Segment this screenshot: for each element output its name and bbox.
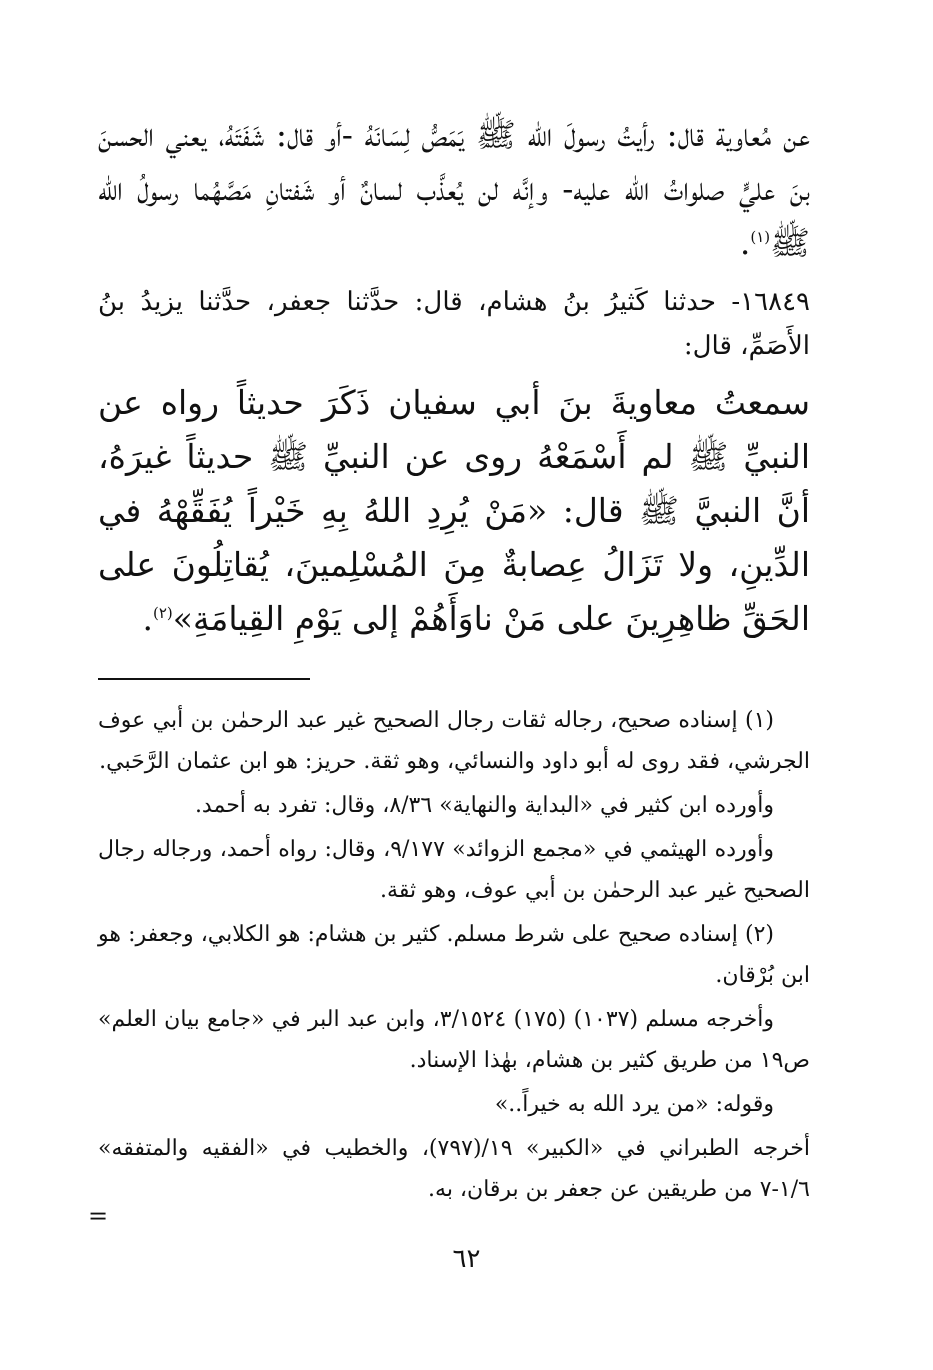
footnote-ref-2[interactable]: (٢) xyxy=(153,604,173,622)
footnotes xyxy=(98,700,810,1213)
footnote-2-note-c: أخرجه الطبراني في «الكبير» ١٩/(٧٩٧)، والخطيب في «الفقيه والمتفقه» ١/٦-٧ من طريقين عن جعفر بن برقان، به. xyxy=(98,1136,810,1202)
footnote-1: (١) إسناده صحيح، رجاله ثقات رجال الصحيح غير عبد الرحمٰن بن أبي عوف الجرشي، فقد روى له أبو داود والنسائي، وهو ثقة. حريز: هو ابن عثمان الرَّحَبي. xyxy=(98,708,810,774)
page-number: ٦٢ xyxy=(452,1244,481,1274)
footnote-2-note-b: وقوله: «من يرد الله به خيراً..» xyxy=(494,1092,774,1117)
hadith-text-1 xyxy=(98,108,810,270)
footnote-divider xyxy=(98,678,310,680)
narration-chain: ١٦٨٤٩- حدثنا كَثيرُ بنُ هشام، قال: حدَّثنا جعفر، حدَّثنا يزيدُ بنُ الأَصَمِّ، قال: xyxy=(98,287,810,361)
hadith-end-1: . xyxy=(739,223,751,262)
footnote-1-note-b: وأورده الهيثمي في «مجمع الزوائد» ٩/١٧٧، وقال: رواه أحمد، ورجاله رجال الصحيح غير عبد الرحمٰن بن أبي عوف، وهو ثقة. xyxy=(98,837,810,903)
footnote-2-note-a: وأخرجه مسلم (١٠٣٧) (١٧٥) ٣/١٥٢٤، وابن عبد البر في «جامع بيان العلم» ص١٩ من طريق كثير بن هشام، بهٰذا الإسناد. xyxy=(98,1007,810,1073)
main-text xyxy=(98,108,810,646)
footnote-2: (٢) إسناده صحيح على شرط مسلم. كثير بن هشام: هو الكلابي، وجعفر: هو ابن بُرْقان. xyxy=(98,922,810,988)
footnote-1-note-a: وأورده ابن كثير في «البداية والنهاية» ٨/٣٦، وقال: تفرد به أحمد. xyxy=(194,793,774,818)
footnote-ref-1[interactable]: (١) xyxy=(750,228,771,246)
hadith-body-1: عن مُعاوية قال: رأيتُ رسولَ الله ﷺ يَمَصُّ لِسَانَهُ -أو قال: شَفَتَهُ، يعني الحسنَ بنَ عليٍّ صلواتُ الله عليه- وإنَّه لن يُعذَّب لسانٌ أو شَفتانِ مَصَّهُما رسولُ الله ﷺ xyxy=(98,115,810,262)
hadith-text-2 xyxy=(98,376,810,646)
continuation-mark: = xyxy=(88,1202,109,1230)
hadith-body-2: سمعتُ معاويةَ بنَ أبي سفيان ذَكَرَ حديثاً رواه عن النبيِّ ﷺ لم أَسْمَعْهُ روى عن النبيِّ ﷺ حديثاً غيرَهُ، أنَّ النبيَّ ﷺ قال: «مَنْ يُرِدِ اللهُ بِهِ خَيْراً يُفَقِّهْهُ في الدِّينِ، ولا تَزَالُ عِصابةٌ مِنَ المُسْلِمينَ، يُقاتِلُونَ على الحَقِّ ظاهِرِينَ على مَنْ ناوَأَهُمْ إلى يَوْمِ القِيامَةِ» xyxy=(98,383,810,638)
hadith-end-2: . xyxy=(142,599,153,638)
